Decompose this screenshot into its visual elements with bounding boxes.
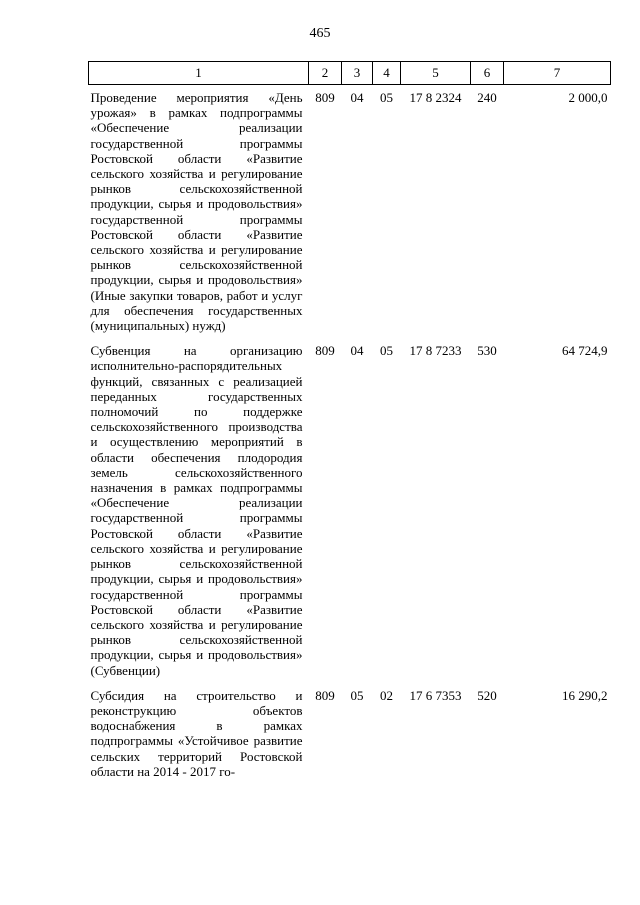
header-col-2: 2 <box>309 62 342 85</box>
table-row <box>89 678 611 779</box>
cell-col-2: 809 <box>315 90 335 105</box>
cell-amount: 64 724,9 <box>562 343 608 359</box>
header-col-5: 5 <box>401 62 471 85</box>
header-col-6: 6 <box>471 62 504 85</box>
cell-col-5: 17 6 7353 <box>409 687 462 703</box>
header-col-1: 1 <box>89 62 309 85</box>
cell-col-5: 17 8 2324 <box>409 90 462 105</box>
cell-col-2: 809 <box>315 343 335 359</box>
header-col-3: 3 <box>342 62 373 85</box>
cell-col-4: 02 <box>380 687 393 703</box>
cell-col-6: 240 <box>477 90 497 105</box>
cell-col-6: 520 <box>477 687 497 703</box>
cell-col-3: 04 <box>350 90 364 105</box>
cell-col-5: 17 8 7233 <box>409 343 462 359</box>
table-body <box>89 85 611 779</box>
cell-col-4: 05 <box>380 343 393 359</box>
cell-col-6: 530 <box>477 343 497 359</box>
cell-col-4: 05 <box>380 90 393 105</box>
table-row <box>89 333 611 677</box>
header-row <box>89 62 611 85</box>
page-number: 465 <box>309 26 331 41</box>
cell-col-2: 809 <box>315 687 335 703</box>
header-col-7: 7 <box>504 62 611 85</box>
row-description: Субсидия на строительство и реконструкцию объектов водоснабжения в рамках подпрограммы «Устойчивое развитие сельских территорий Ростовской области на 2014 - 2017 го- <box>90 687 303 779</box>
header-col-4: 4 <box>373 62 401 85</box>
cell-col-3: 05 <box>350 687 364 703</box>
budget-table <box>88 61 611 779</box>
row-description: Субвенция на организацию исполнительно-распорядительных функций, связанных с реализацией переданных государственных полномочий по поддержке сельскохозяйственного производства и осуществлению мероприятий в области обеспечения плодородия земель сельскохозяйственного назначения в рамках подпрограммы «Обеспечение реализации государственной программы Ростовской области «Развитие сельского хозяйства и регулирование рынков сельскохозяйственной продукции, сырья и продовольствия» государственной программы Ростовской области «Развитие сельского хозяйства и регулирование рынков сельскохозяйственной продукции, сырья и продовольствия» (Субвенции) <box>90 343 303 678</box>
table-header <box>89 62 611 85</box>
cell-col-3: 04 <box>350 343 364 359</box>
table-row <box>89 85 611 334</box>
row-description: Проведение мероприятия «День урожая» в рамках подпрограммы «Обеспечение реализации государственной программы Ростовской области «Развитие сельского хозяйства и регулирование рынков сельскохозяйственной продукции, сырья и продовольствия» государственной программы Ростовской области «Развитие сельского хозяйства и регулирование рынков сельскохозяйственной продукции, сырья и продовольствия» (Иные закупки товаров, работ и услуг для обеспечения государственных (муниципальных) нужд) <box>90 90 303 334</box>
cell-amount: 16 290,2 <box>562 687 608 703</box>
cell-amount: 2 000,0 <box>568 90 608 105</box>
